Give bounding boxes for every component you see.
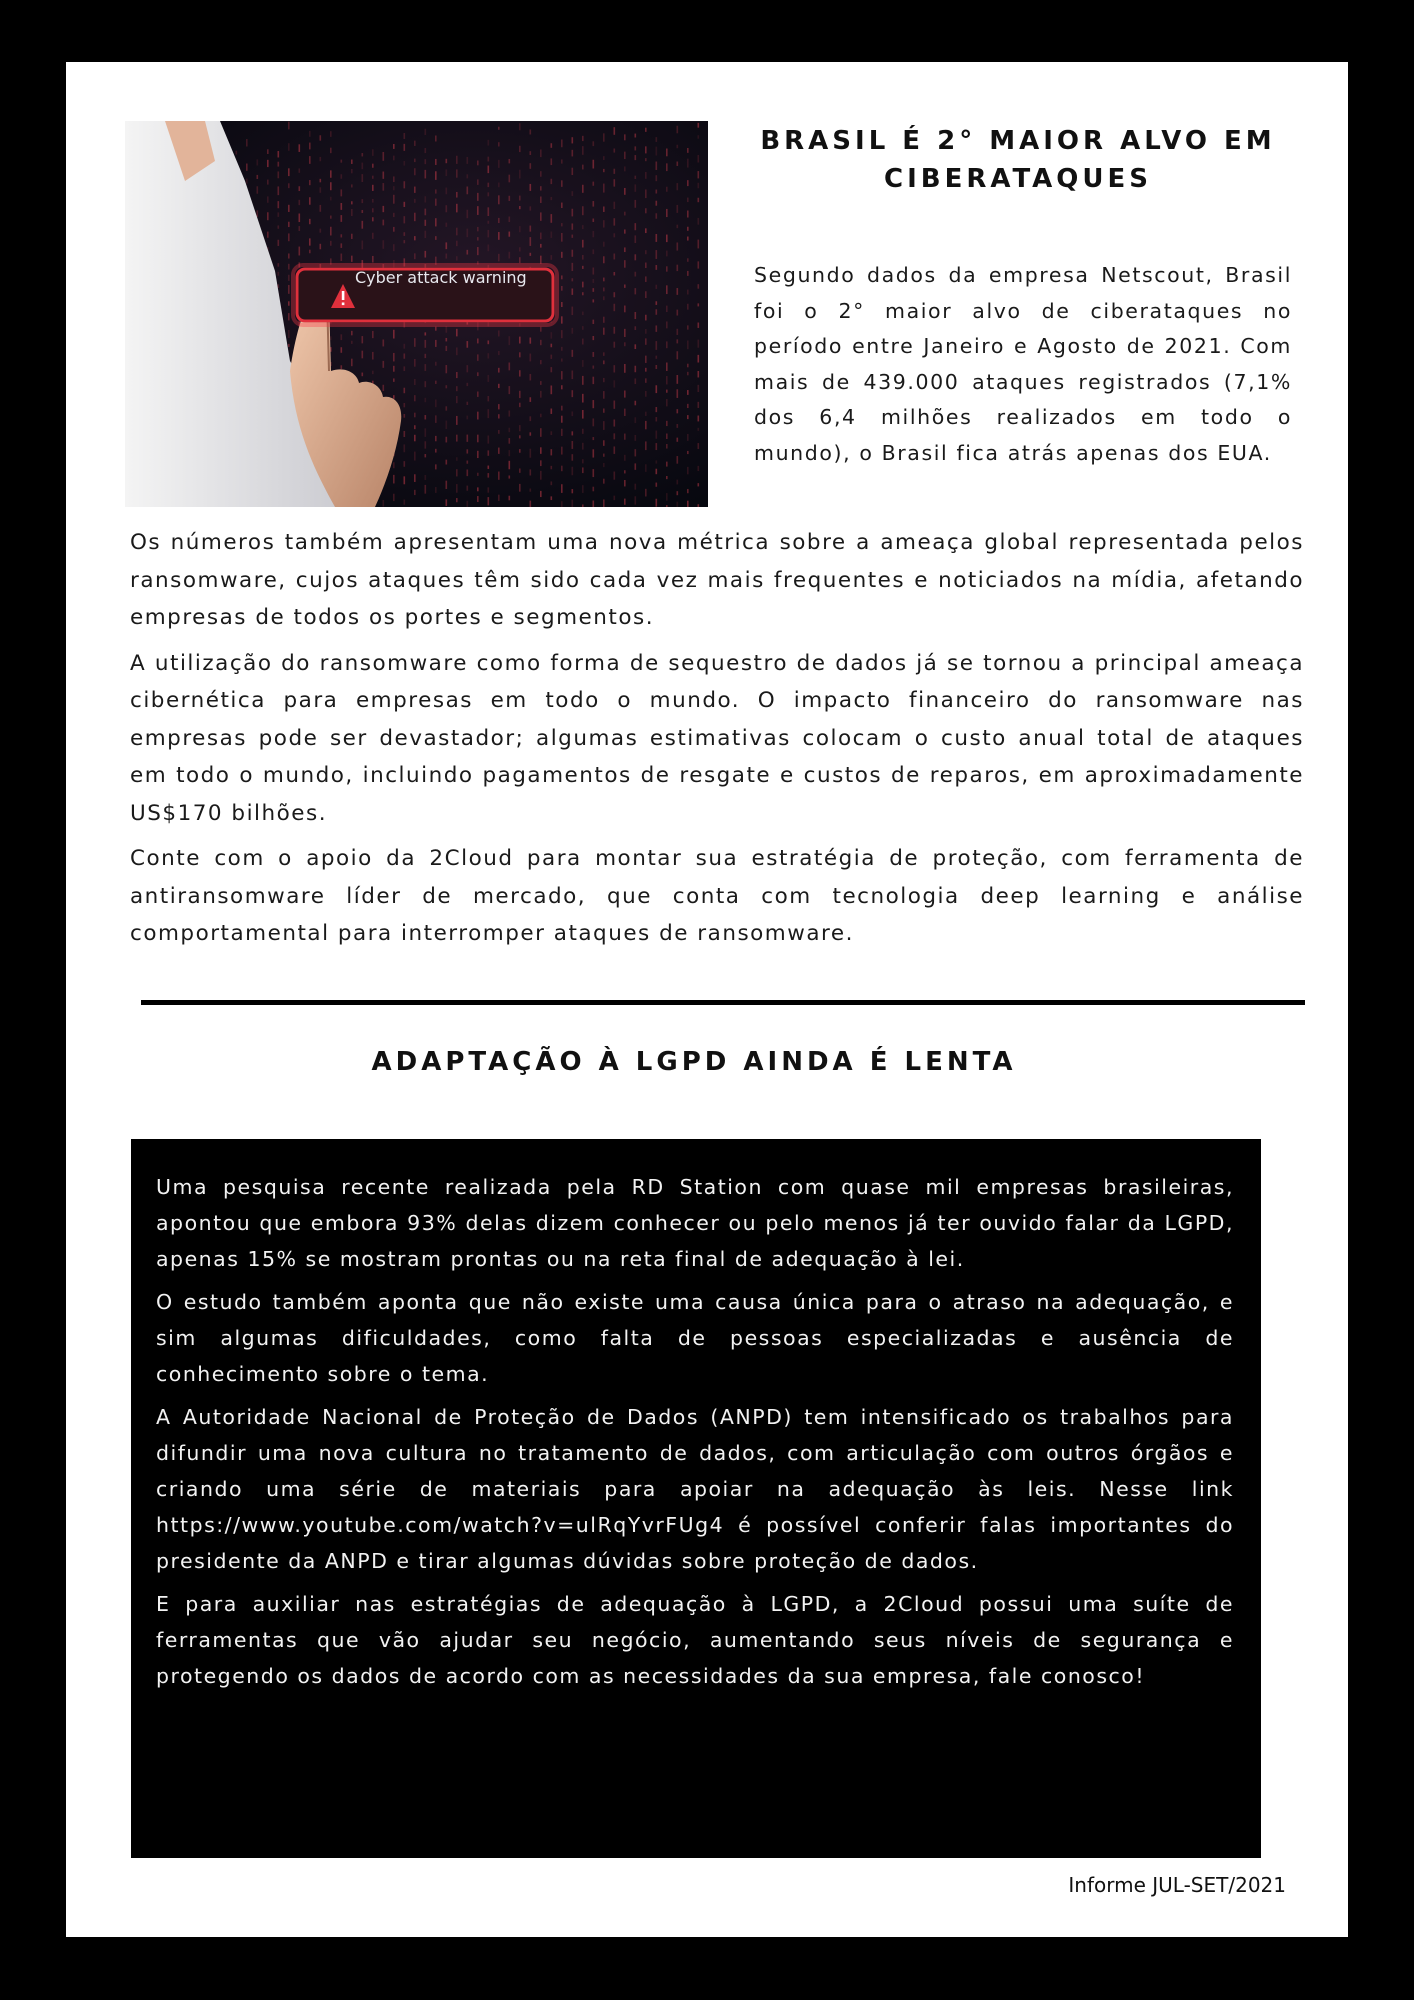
article2-title: ADAPTAÇÃO À LGPD AINDA É LENTA xyxy=(371,1047,1017,1077)
cyber-attack-warning-label: Cyber attack warning xyxy=(355,268,527,287)
article1-title: BRASIL É 2° MAIOR ALVO EM CIBERATAQUES xyxy=(760,126,1276,194)
article2-body xyxy=(156,1169,1234,1701)
article1-body xyxy=(130,524,1304,961)
article2-paragraph: E para auxiliar nas estratégias de adequação à LGPD, a 2Cloud possui uma suíte de ferramentas que vão ajudar seu negócio, aumentando seus níveis de segurança e protegendo os dados de acordo com as necessidades da sua empresa, fale conosco! xyxy=(156,1592,1234,1688)
article2-paragraph: A Autoridade Nacional de Proteção de Dados (ANPD) tem intensificado os trabalhos para difundir uma nova cultura no tratamento de dados, com articulação com outros órgãos e criando uma série de materiais para apoiar na adequação às leis. Nesse link https://www.youtube.com/watch?v=ulRqYvrFUg4 é possível conferir falas importantes do presidente da ANPD e tirar algumas dúvidas sobre proteção de dados. xyxy=(156,1405,1234,1573)
section-divider xyxy=(141,1000,1305,1005)
article1-paragraph: Conte com o apoio da 2Cloud para montar sua estratégia de proteção, com ferramenta de antiransomware líder de mercado, que conta com tecnologia deep learning e análise comportamental para interromper ataques de ransomware. xyxy=(130,846,1304,946)
article1-paragraph: A utilização do ransomware como forma de sequestro de dados já se tornou a principal ameaça cibernética para empresas em todo o mundo. O impacto financeiro do ransomware nas empresas pode ser devastador; algumas estimativas colocam o custo anual total de ataques em todo o mundo, incluindo pagamentos de resgate e custos de reparos, em aproximadamente US$170 bilhões. xyxy=(130,650,1304,826)
footer-edition-label: Informe JUL-SET/2021 xyxy=(1068,1873,1286,1897)
article1-intro: Segundo dados da empresa Netscout, Brasil foi o 2° maior alvo de ciberataques no período entre Janeiro e Agosto de 2021. Com mais de 439.000 ataques registrados (7,1% dos 6,4 milhões realizados em todo o mundo), o Brasil fica atrás apenas dos EUA. xyxy=(754,263,1292,465)
article2-box xyxy=(131,1139,1261,1858)
article2-paragraph: Uma pesquisa recente realizada pela RD Station com quase mil empresas brasileiras, apontou que embora 93% delas dizem conhecer ou pelo menos já ter ouvido falar da LGPD, apenas 15% se mostram prontas ou na reta final de adequação à lei. xyxy=(156,1175,1234,1271)
cyber-attack-warning-image xyxy=(125,121,708,507)
article1-paragraph: Os números também apresentam uma nova métrica sobre a ameaça global representada pelos ransomware, cujos ataques têm sido cada vez mais frequentes e noticiados na mídia, afetando empresas de todos os portes e segmentos. xyxy=(130,530,1304,630)
newsletter-page xyxy=(66,62,1348,1937)
article2-paragraph: O estudo também aponta que não existe uma causa única para o atraso na adequação, e sim algumas dificuldades, como falta de pessoas especializadas e ausência de conhecimento sobre o tema. xyxy=(156,1290,1234,1386)
